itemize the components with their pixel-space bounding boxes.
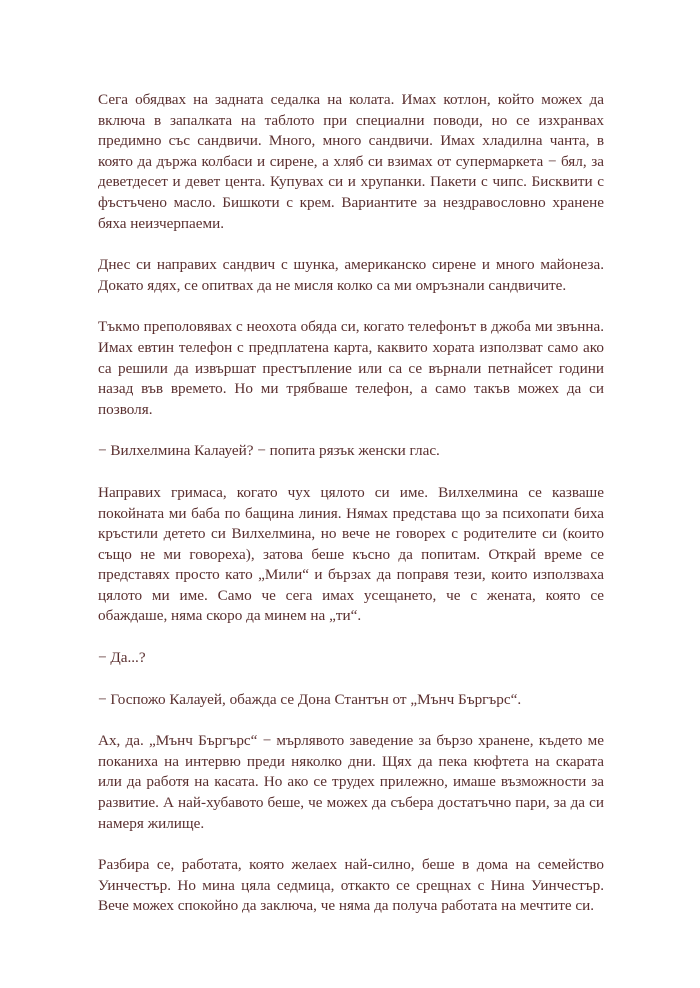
paragraph: − Госпожо Калауей, обажда се Дона Стантън от „Мънч Бъргърс“. [98, 690, 522, 708]
paragraph: − Вилхелмина Калауей? − попита рязък женски глас. [98, 442, 440, 460]
paragraph: Днес си направих сандвич с шунка, американско сирене и много майонеза. Докато ядях, се опитвах да не мисля колко са ми омръзнали сандвичите. [98, 256, 604, 294]
paragraph: Сега обядвах на задната седалка на колата. Имах котлон, който можех да включа в запалката на таблото при специални поводи, но се изхранвах предимно със сандвичи. Много, много сандвичи. Имах хладилна чанта, в която да държа колбаси и сирене, а хляб си взимах от супермаркета − бял, за деветдесет и девет цента. Купувах си и хрупанки. Пакети с чипс. Бисквити с фъстъчено масло. Бишкоти с крем. Вариантите за нездравословно хранене бяха неизчерпаеми. [98, 91, 604, 232]
paragraph: Тъкмо преполовявах с неохота обяда си, когато телефонът в джоба ми звънна. Имах евтин телефон с предплатена карта, каквито хората използват само ако са решили да извършат престъпление или са се върнали петнайсет години назад във времето. Но ми трябваше телефон, а само такъв можех да си позволя. [98, 318, 604, 418]
paragraph: Ах, да. „Мънч Бъргърс“ − мърлявото заведение за бързо хранене, където ме поканиха на интервю преди няколко дни. Щях да пека кюфтета на скарата или да работя на касата. Но ако се трудех прилежно, имаше възможности за развитие. А най-хубавото беше, че можех да събера достатъчно пари, за да си намеря жилище. [98, 732, 604, 832]
paragraph: − Да...? [98, 649, 146, 667]
paragraph: Направих гримаса, когато чух цялото си име. Вилхелмина се казваше покойната ми баба по бащина линия. Нямах представа що за психопати биха кръстили детето си Вилхелмина, но вече не говорех с родителите си (които също не ми говореха), затова беше късно да попитам. Открай време се представях просто като „Мили“ и бързах да поправя тези, които използваха цялото ми име. Само че сега имах усещането, че с жената, която се обаждаше, няма скоро да минем на „ти“. [98, 483, 604, 625]
document-body [98, 90, 604, 917]
paragraph: Разбира се, работата, която желаех най-силно, беше в дома на семейство Уинчестър. Но мина цяла седмица, откакто се срещнах с Нина Уинчестър. Вече можех спокойно да заключа, че няма да получа работата на мечтите си. [98, 856, 604, 915]
